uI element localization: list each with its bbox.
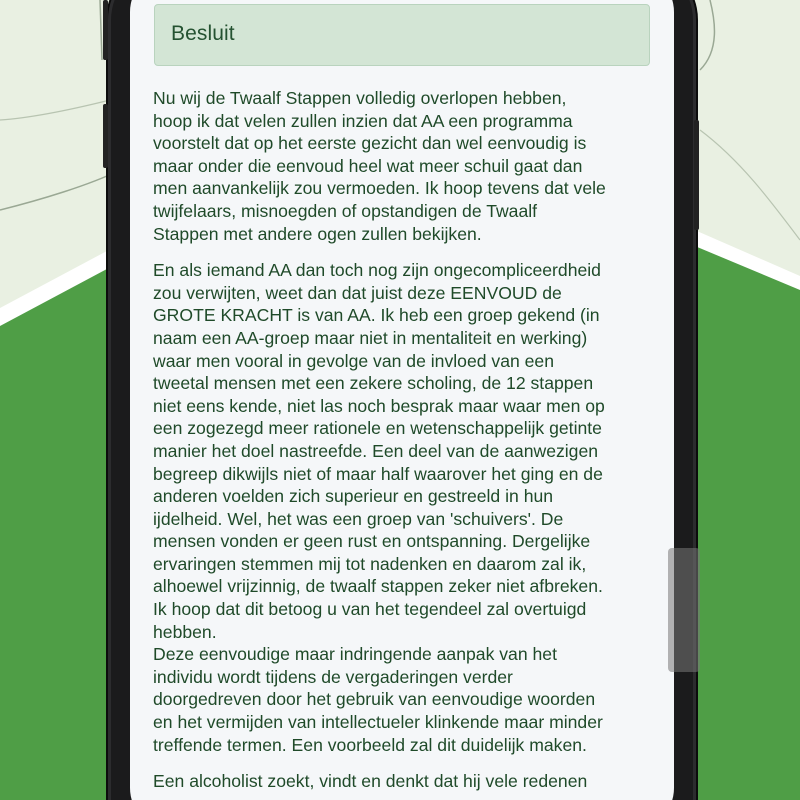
- text-line: GROTE KRACHT is van AA. Ik heb een groep gekend (in: [153, 305, 600, 326]
- text-line: voorstelt dat op het eerste gezicht dan wel eenvoudig is: [153, 133, 587, 154]
- text-line: Ik hoop dat dit betoog u van het tegendeel zal overtuigd: [153, 599, 587, 620]
- paragraph: [153, 770, 658, 793]
- text-line: Een alcoholist zoekt, vindt en denkt dat hij vele redenen: [153, 771, 588, 792]
- article-body[interactable]: [153, 87, 658, 800]
- section-heading: Besluit: [171, 22, 235, 45]
- paragraph: [153, 259, 658, 756]
- text-line: mensen vonden er geen rust en ontspanning. Dergelijke: [153, 531, 591, 552]
- phone-power-button: [694, 120, 699, 230]
- text-line: ervaringen stemmen mij tot nadenken en daarom zal ik,: [153, 553, 587, 574]
- text-line: Stappen met andere ogen zullen bekijken.: [153, 223, 482, 244]
- text-line: individu wordt tijdens de vergaderingen verder: [153, 666, 513, 687]
- text-line: manier het doel nastreefde. Een deel van de aanwezigen: [153, 440, 599, 461]
- text-line: hebben.: [153, 621, 217, 642]
- text-line: doorgedreven door het gebruik van eenvoudige woorden: [153, 689, 596, 710]
- phone-volume-button: [103, 104, 108, 168]
- paragraph: [153, 87, 658, 245]
- text-line: alhoewel vrijzinnig, de twaalf stappen zeker niet afbreken.: [153, 576, 603, 597]
- text-line: niet eens kende, niet las noch besprak maar waar men op: [153, 395, 605, 416]
- text-line: treffende termen. Een voorbeeld zal dit duidelijk maken.: [153, 734, 587, 755]
- text-line: waar men vooral in gevolge van de invloed van een: [153, 350, 555, 371]
- text-line: men aanvankelijk zou vermoeden. Ik hoop tevens dat vele: [153, 178, 606, 199]
- text-line: een zogezegd meer rationele en wetenschappelijk getinte: [153, 418, 602, 439]
- phone-screen[interactable]: [130, 0, 674, 800]
- text-line: begreep dikwijls niet of maar half waarover het ging en de: [153, 463, 603, 484]
- text-line: tweetal mensen met een zekere scholing, de 12 stappen: [153, 373, 594, 394]
- text-line: en het vermijden van intellectueler klinkende maar minder: [153, 712, 603, 733]
- scrollbar-thumb[interactable]: [668, 548, 700, 672]
- text-line: anderen voelden zich superieur en gestreeld in hun: [153, 486, 554, 507]
- text-line: maar onder die eenvoud heel wat meer schuil gaat dan: [153, 155, 583, 176]
- phone-side-button: [103, 0, 108, 60]
- text-line: hoop ik dat velen zullen inzien dat AA een programma: [153, 110, 573, 131]
- text-line: Deze eenvoudige maar indringende aanpak van het: [153, 644, 557, 665]
- text-line: twijfelaars, misnoegden of opstandigen de Twaalf: [153, 200, 538, 221]
- text-line: Nu wij de Twaalf Stappen volledig overlopen hebben,: [153, 88, 567, 108]
- text-line: zou verwijten, weet dan dat juist deze EENVOUD de: [153, 282, 562, 303]
- section-heading-box: [154, 4, 650, 66]
- text-line: naam een AA-groep maar niet in mentaliteit en werking): [153, 327, 588, 348]
- text-line: ijdelheid. Wel, het was een groep van 'schuivers'. De: [153, 508, 564, 529]
- text-line: En als iemand AA dan toch nog zijn ongecompliceerdheid: [153, 260, 601, 281]
